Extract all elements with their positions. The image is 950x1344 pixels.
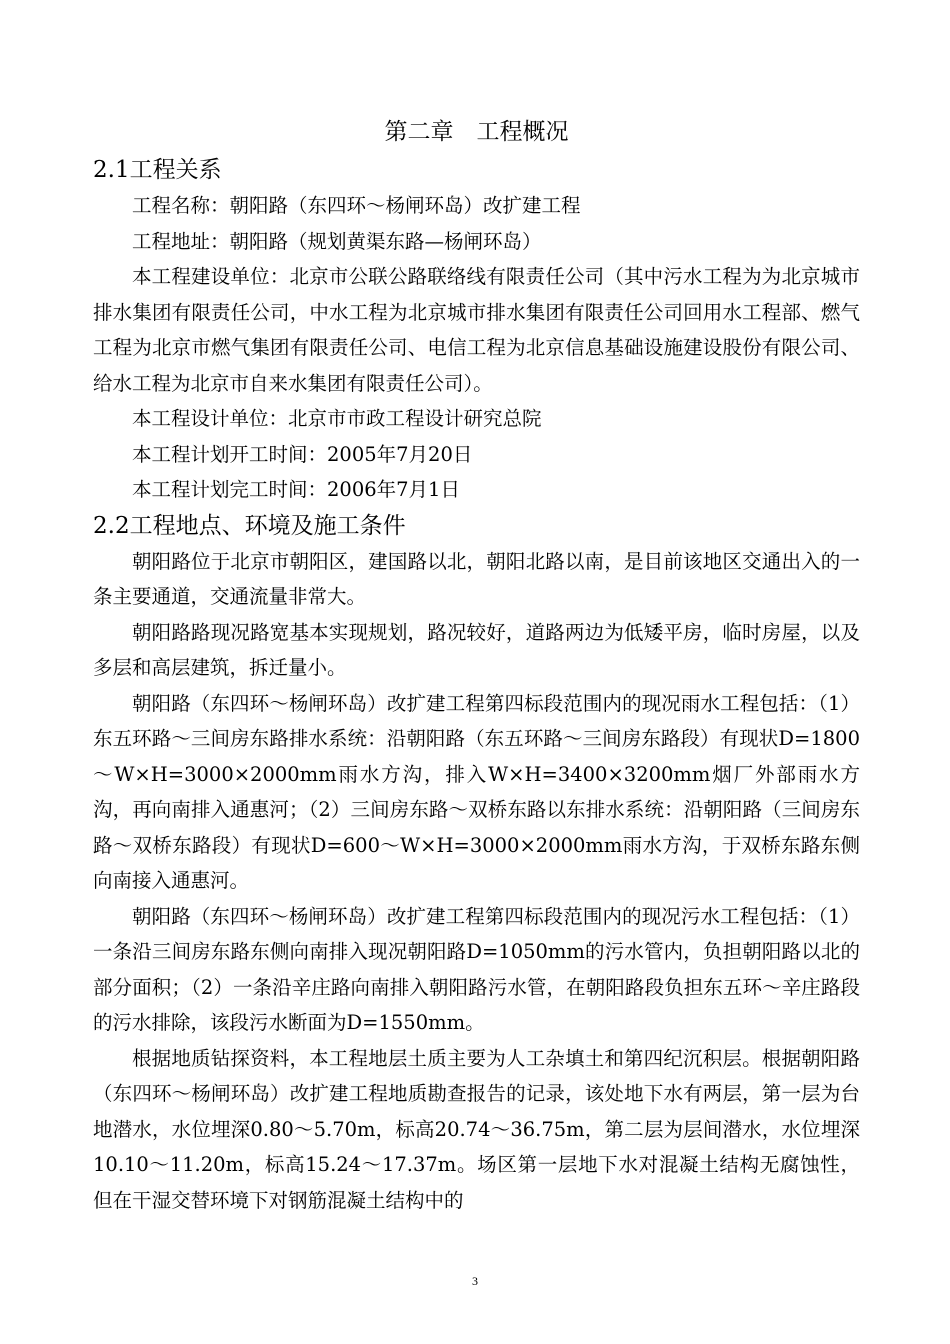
planned-completion-paragraph: 本工程计划完工时间：2006年7月1日 [132, 478, 460, 501]
section-heading-2-2: 2.2工程地点、环境及施工条件 [93, 512, 406, 539]
project-address-paragraph: 工程地址：朝阳路（规划黄渠东路—杨闸环岛） [132, 229, 542, 253]
project-name-paragraph: 工程名称：朝阳路（东四环～杨闸环岛）改扩建工程 [132, 194, 581, 217]
design-unit-paragraph: 本工程设计单位：北京市市政工程设计研究总院 [132, 407, 542, 430]
sewage-paragraph: 朝阳路（东四环～杨闸环岛）改扩建工程第四标段范围内的现况污水工程包括：（1）一条沿三间房东路东侧向南排入现况朝阳路D=1050mm的污水管内，负担朝阳路以北的部分面积；（2）一条沿辛庄路向南排入朝阳路污水管，在朝阳路段负担东五环～辛庄路段的污水排除，该段污水断面为D=1550mm。 [93, 904, 860, 1034]
location-paragraph: 朝阳路位于北京市朝阳区，建国路以北，朝阳北路以南，是目前该地区交通出入的一条主要通道，交通流量非常大。 [93, 549, 860, 608]
geology-paragraph: 根据地质钻探资料，本工程地层土质主要为人工杂填土和第四纪沉积层。根据朝阳路（东四环～杨闸环岛）改扩建工程地质勘查报告的记录，该处地下水有两层，第一层为台地潜水，水位埋深0.80～5.70m，标高20.74～36.75m，第二层为层间潜水，水位埋深10.10～11.20m，标高15.24～17.37m。场区第一层地下水对混凝土结构无腐蚀性，但在干湿交替环境下对钢筋混凝土结构中的 [93, 1046, 860, 1212]
planned-start-paragraph: 本工程计划开工时间：2005年7月20日 [132, 442, 473, 466]
page-number: 3 [472, 1274, 478, 1288]
rainwater-paragraph: 朝阳路（东四环～杨闸环岛）改扩建工程第四标段范围内的现况雨水工程包括：（1）东五环路～三间房东路排水系统：沿朝阳路（东五环路～三间房东路段）有现状D=1800～W×H=3000×2000mm雨水方沟，排入W×H=3400×3200mm烟厂外部雨水方沟，再向南排入通惠河；（2）三间房东路～双桥东路以东排水系统：沿朝阳路（三间房东路～双桥东路段）有现状D=600～W×H=3000×2000mm雨水方沟，于双桥东路东侧向南接入通惠河。 [93, 691, 860, 892]
document-page [93, 112, 860, 1218]
construction-unit-paragraph: 本工程建设单位：北京市公联公路联络线有限责任公司（其中污水工程为为北京城市排水集团有限责任公司，中水工程为北京城市排水集团有限责任公司回用水工程部、燃气工程为北京市燃气集团有限责任公司、电信工程为北京信息基础设施建设股份有限公司、给水工程为北京市自来水集团有限责任公司）。 [93, 265, 860, 395]
chapter-title: 第二章 工程概况 [384, 119, 569, 145]
road-condition-paragraph: 朝阳路路现况路宽基本实现规划，路况较好，道路两边为低矮平房，临时房屋，以及多层和高层建筑，拆迁量小。 [93, 620, 860, 679]
section-heading-2-1: 2.1工程关系 [93, 157, 222, 183]
